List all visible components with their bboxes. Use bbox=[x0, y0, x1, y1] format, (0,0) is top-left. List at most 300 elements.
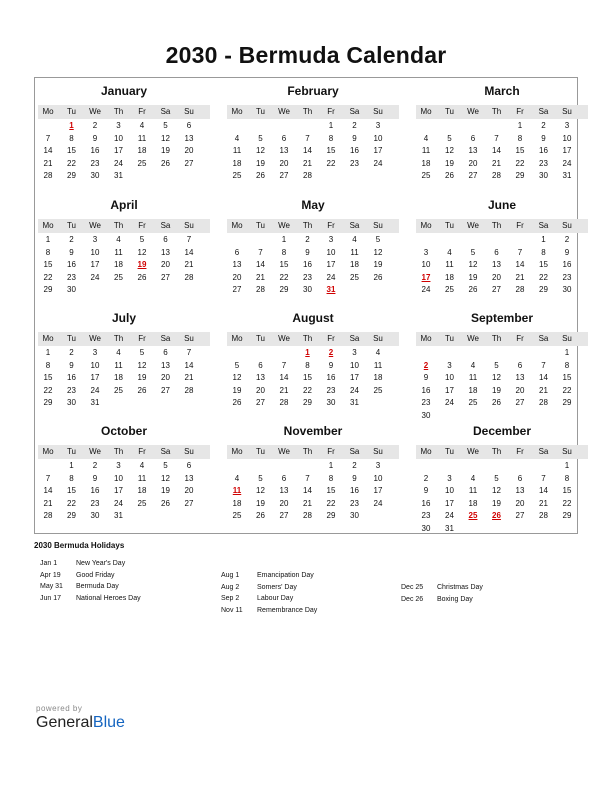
day-cell: 27 bbox=[492, 285, 501, 295]
month-name: December bbox=[472, 424, 532, 438]
day-cell: 9 bbox=[423, 486, 429, 496]
weekday-label: Su bbox=[373, 334, 383, 343]
day-cell: 3 bbox=[92, 348, 98, 357]
day-cell: 3 bbox=[564, 121, 570, 130]
day-cell: 4 bbox=[470, 360, 476, 370]
day-cell: 17 bbox=[562, 146, 572, 156]
day-cell: 5 bbox=[470, 247, 476, 257]
day-cell: 10 bbox=[114, 133, 123, 143]
day-cell: 12 bbox=[492, 486, 501, 496]
day-cell: 16 bbox=[350, 146, 359, 156]
day-cell: 30 bbox=[421, 411, 431, 420]
day-cell: 21 bbox=[184, 260, 194, 270]
day-cell: 30 bbox=[350, 511, 359, 521]
day-cell: 22 bbox=[326, 498, 336, 508]
weekday-header bbox=[416, 219, 588, 233]
day-cell: 7 bbox=[45, 473, 51, 483]
day-cell: 18 bbox=[114, 373, 123, 383]
day-cell: 13 bbox=[492, 260, 501, 270]
day-cell: 12 bbox=[445, 146, 454, 156]
day-cell: 24 bbox=[373, 158, 383, 168]
month-name: January bbox=[100, 84, 148, 98]
day-cell: 2 bbox=[69, 348, 74, 357]
day-cell: 19 bbox=[256, 158, 265, 168]
day-cell: 15 bbox=[43, 260, 53, 270]
day-cell: 16 bbox=[67, 260, 76, 270]
day-cell: 17 bbox=[114, 146, 123, 156]
month-name: April bbox=[110, 198, 138, 212]
day-cell: 1 bbox=[564, 461, 570, 470]
holiday-date: May 31 bbox=[40, 583, 63, 590]
weekday-label: Th bbox=[113, 107, 124, 116]
day-cell: 28 bbox=[539, 398, 548, 408]
day-cell: 9 bbox=[352, 473, 357, 483]
day-cell: 6 bbox=[163, 348, 168, 357]
day-cell: 24 bbox=[114, 498, 123, 508]
day-cell: 4 bbox=[234, 133, 240, 143]
day-cell: 26 bbox=[256, 511, 265, 521]
day-cell: 16 bbox=[421, 385, 431, 395]
page-title: 2030 - Bermuda Calendar bbox=[165, 42, 447, 68]
day-cell: 4 bbox=[375, 348, 381, 357]
weekday-label: Mo bbox=[420, 334, 432, 343]
day-cell: 3 bbox=[116, 461, 121, 470]
day-cell: 7 bbox=[305, 473, 310, 483]
day-cell: 1 bbox=[69, 461, 74, 470]
day-cell: 30 bbox=[539, 171, 548, 181]
day-cell: 6 bbox=[281, 473, 287, 483]
day-cell: 23 bbox=[326, 385, 336, 395]
weekday-header bbox=[416, 105, 588, 119]
day-cell: 7 bbox=[541, 360, 546, 370]
weekday-label: Sa bbox=[349, 334, 360, 343]
day-cell: 8 bbox=[517, 133, 523, 143]
day-cell: 2 bbox=[92, 121, 98, 130]
weekday-label: Mo bbox=[42, 447, 54, 456]
day-cell: 2 bbox=[352, 461, 357, 470]
weekday-label: Sa bbox=[160, 334, 171, 343]
day-cell: 11 bbox=[114, 360, 123, 370]
weekday-label: Su bbox=[373, 447, 383, 456]
day-cell: 20 bbox=[279, 498, 289, 508]
day-cell: 29 bbox=[43, 285, 53, 295]
day-cell: 30 bbox=[562, 285, 572, 295]
day-cell: 8 bbox=[45, 360, 51, 370]
month-name: May bbox=[301, 198, 325, 212]
day-cell: 4 bbox=[470, 473, 476, 483]
day-cell: 17 bbox=[445, 385, 454, 395]
day-cell: 4 bbox=[352, 235, 357, 244]
day-cell: 28 bbox=[279, 398, 289, 408]
weekday-header bbox=[38, 445, 210, 459]
holiday-name: National Heroes Day bbox=[76, 594, 141, 602]
day-cell: 6 bbox=[517, 473, 523, 483]
holiday-day: 2 bbox=[423, 360, 429, 370]
holiday-day: 17 bbox=[421, 272, 431, 282]
day-cell: 16 bbox=[562, 260, 572, 270]
day-cell: 29 bbox=[539, 285, 548, 295]
holiday-date: Jun 17 bbox=[40, 594, 62, 602]
day-cell: 5 bbox=[258, 133, 263, 143]
day-cell: 8 bbox=[45, 247, 51, 257]
weekday-label: Fr bbox=[327, 107, 335, 116]
weekday-label: Mo bbox=[42, 107, 54, 116]
day-cell: 2 bbox=[564, 235, 570, 244]
day-cell: 19 bbox=[492, 498, 501, 508]
weekday-label: We bbox=[467, 107, 479, 116]
day-cell: 21 bbox=[539, 498, 548, 508]
day-cell: 3 bbox=[447, 360, 452, 370]
day-cell: 1 bbox=[281, 235, 287, 244]
powered-by-text: powered by bbox=[36, 704, 83, 713]
day-cell: 9 bbox=[92, 473, 98, 483]
holiday-date: Apr 19 bbox=[40, 571, 61, 579]
month-name: March bbox=[484, 84, 520, 98]
day-cell: 19 bbox=[468, 272, 478, 282]
day-cell: 25 bbox=[350, 272, 359, 282]
weekday-label: Fr bbox=[138, 221, 146, 230]
day-cell: 26 bbox=[137, 385, 147, 395]
day-cell: 11 bbox=[114, 247, 123, 257]
day-cell: 18 bbox=[350, 260, 359, 270]
day-cell: 3 bbox=[92, 235, 98, 244]
day-cell: 1 bbox=[517, 121, 523, 130]
day-cell: 18 bbox=[114, 260, 123, 270]
day-cell: 11 bbox=[445, 260, 454, 270]
day-cell: 6 bbox=[470, 133, 476, 143]
day-cell: 19 bbox=[373, 260, 383, 270]
weekday-label: Sa bbox=[349, 107, 360, 116]
day-cell: 12 bbox=[256, 146, 265, 156]
holiday-day: 1 bbox=[305, 348, 310, 357]
holiday-date: Jan 1 bbox=[40, 560, 58, 567]
weekday-header bbox=[227, 105, 399, 119]
day-cell: 9 bbox=[352, 133, 357, 143]
weekday-label: Mo bbox=[42, 221, 54, 230]
day-cell: 20 bbox=[468, 158, 478, 168]
day-cell: 18 bbox=[468, 498, 478, 508]
day-cell: 10 bbox=[90, 247, 100, 257]
weekday-label: Mo bbox=[420, 447, 432, 456]
holiday-name: Remembrance Day bbox=[257, 606, 318, 614]
day-cell: 13 bbox=[184, 133, 194, 143]
day-cell: 22 bbox=[562, 385, 572, 395]
day-cell: 25 bbox=[468, 398, 478, 408]
day-cell: 9 bbox=[92, 133, 98, 143]
weekday-label: We bbox=[278, 221, 290, 230]
day-cell: 28 bbox=[303, 511, 312, 521]
weekday-label: Tu bbox=[444, 447, 455, 456]
day-cell: 4 bbox=[116, 235, 121, 244]
day-cell: 10 bbox=[373, 473, 383, 483]
day-cell: 5 bbox=[494, 360, 499, 370]
day-cell: 10 bbox=[373, 133, 383, 143]
day-cell: 6 bbox=[494, 247, 499, 257]
day-cell: 24 bbox=[445, 511, 454, 521]
day-cell: 8 bbox=[305, 360, 310, 370]
weekday-label: Th bbox=[302, 447, 313, 456]
day-cell: 18 bbox=[137, 486, 147, 496]
day-cell: 15 bbox=[326, 146, 336, 156]
weekday-label: Sa bbox=[538, 107, 549, 116]
day-cell: 1 bbox=[328, 121, 334, 130]
day-cell: 4 bbox=[139, 121, 145, 130]
month-name: February bbox=[287, 84, 339, 98]
day-cell: 24 bbox=[90, 272, 100, 282]
day-cell: 19 bbox=[445, 158, 454, 168]
weekday-label: Su bbox=[562, 447, 572, 456]
day-cell: 20 bbox=[492, 272, 501, 282]
day-cell: 4 bbox=[423, 133, 429, 143]
day-cell: 9 bbox=[564, 247, 570, 257]
day-cell: 13 bbox=[161, 360, 170, 370]
weekday-label: Tu bbox=[255, 334, 266, 343]
day-cell: 25 bbox=[232, 511, 242, 521]
day-cell: 2 bbox=[305, 235, 310, 244]
day-cell: 30 bbox=[67, 285, 76, 295]
day-cell: 14 bbox=[303, 146, 312, 156]
weekday-header bbox=[227, 332, 399, 346]
holiday-date: Dec 25 bbox=[401, 584, 424, 591]
day-cell: 22 bbox=[326, 158, 336, 168]
day-cell: 31 bbox=[445, 524, 454, 533]
weekday-label: We bbox=[278, 447, 290, 456]
day-cell: 12 bbox=[161, 133, 170, 143]
weekday-label: Tu bbox=[255, 107, 266, 116]
holidays-heading: 2030 Bermuda Holidays bbox=[34, 541, 125, 550]
day-cell: 23 bbox=[539, 158, 548, 168]
holiday-day: 25 bbox=[468, 511, 478, 521]
day-cell: 21 bbox=[303, 498, 312, 508]
holiday-day: 11 bbox=[232, 486, 242, 496]
day-cell: 13 bbox=[184, 473, 194, 483]
day-cell: 13 bbox=[232, 260, 242, 270]
day-cell: 3 bbox=[328, 235, 334, 244]
holiday-date: Aug 2 bbox=[221, 583, 240, 591]
day-cell: 25 bbox=[137, 498, 147, 508]
weekday-label: Su bbox=[184, 334, 194, 343]
day-cell: 21 bbox=[303, 158, 312, 168]
day-cell: 29 bbox=[43, 398, 53, 408]
day-cell: 26 bbox=[161, 158, 170, 168]
day-cell: 25 bbox=[137, 158, 147, 168]
day-cell: 22 bbox=[43, 272, 53, 282]
day-cell: 23 bbox=[350, 498, 359, 508]
day-cell: 17 bbox=[373, 146, 383, 156]
day-cell: 5 bbox=[163, 461, 168, 470]
day-cell: 14 bbox=[43, 146, 53, 156]
day-cell: 12 bbox=[137, 247, 147, 257]
weekday-label: We bbox=[278, 107, 290, 116]
day-cell: 7 bbox=[541, 473, 546, 483]
day-cell: 7 bbox=[45, 133, 51, 143]
day-cell: 17 bbox=[114, 486, 123, 496]
day-cell: 5 bbox=[447, 133, 452, 143]
day-cell: 18 bbox=[468, 385, 478, 395]
day-cell: 6 bbox=[517, 360, 523, 370]
day-cell: 20 bbox=[184, 146, 194, 156]
day-cell: 16 bbox=[67, 373, 76, 383]
day-cell: 25 bbox=[373, 385, 383, 395]
day-cell: 21 bbox=[539, 385, 548, 395]
weekday-label: Fr bbox=[138, 107, 146, 116]
weekday-header bbox=[38, 105, 210, 119]
day-cell: 22 bbox=[279, 272, 289, 282]
day-cell: 24 bbox=[350, 385, 359, 395]
weekday-label: Sa bbox=[538, 334, 549, 343]
weekday-label: Su bbox=[562, 334, 572, 343]
day-cell: 15 bbox=[303, 373, 312, 383]
holiday-name: Christmas Day bbox=[437, 584, 483, 591]
day-cell: 20 bbox=[256, 385, 265, 395]
day-cell: 28 bbox=[184, 385, 194, 395]
day-cell: 10 bbox=[326, 247, 336, 257]
weekday-label: Fr bbox=[138, 334, 146, 343]
day-cell: 24 bbox=[373, 498, 383, 508]
weekday-label: Fr bbox=[516, 334, 524, 343]
day-cell: 26 bbox=[256, 171, 265, 181]
day-cell: 14 bbox=[539, 486, 548, 496]
day-cell: 21 bbox=[256, 272, 265, 282]
day-cell: 28 bbox=[43, 171, 53, 181]
day-cell: 5 bbox=[375, 235, 381, 244]
weekday-label: We bbox=[89, 447, 101, 456]
day-cell: 16 bbox=[303, 260, 312, 270]
weekday-label: Fr bbox=[327, 221, 335, 230]
day-cell: 16 bbox=[90, 486, 100, 496]
weekday-label: Tu bbox=[255, 221, 266, 230]
day-cell: 12 bbox=[232, 373, 242, 383]
day-cell: 1 bbox=[564, 348, 570, 357]
day-cell: 17 bbox=[90, 373, 100, 383]
holiday-day: 2 bbox=[328, 348, 334, 357]
month-name: September bbox=[470, 311, 534, 325]
weekday-label: We bbox=[89, 334, 101, 343]
day-cell: 28 bbox=[256, 285, 265, 295]
day-cell: 15 bbox=[279, 260, 289, 270]
day-cell: 4 bbox=[139, 461, 145, 470]
day-cell: 23 bbox=[67, 385, 76, 395]
day-cell: 27 bbox=[184, 158, 194, 168]
day-cell: 18 bbox=[232, 158, 242, 168]
day-cell: 24 bbox=[326, 272, 336, 282]
day-cell: 27 bbox=[279, 171, 289, 181]
day-cell: 26 bbox=[232, 398, 242, 408]
day-cell: 29 bbox=[67, 171, 76, 181]
day-cell: 31 bbox=[350, 398, 359, 408]
day-cell: 2 bbox=[352, 121, 357, 130]
day-cell: 21 bbox=[184, 373, 194, 383]
day-cell: 6 bbox=[258, 360, 263, 370]
holiday-name: Bermuda Day bbox=[76, 583, 119, 590]
day-cell: 23 bbox=[421, 398, 431, 408]
weekday-label: Tu bbox=[66, 447, 77, 456]
holiday-name: New Year's Day bbox=[76, 560, 126, 567]
day-cell: 11 bbox=[232, 146, 242, 156]
day-cell: 22 bbox=[43, 385, 53, 395]
day-cell: 8 bbox=[328, 133, 334, 143]
holiday-day: 19 bbox=[137, 260, 147, 270]
weekday-label: Th bbox=[491, 221, 502, 230]
day-cell: 23 bbox=[562, 272, 572, 282]
day-cell: 15 bbox=[539, 260, 548, 270]
brand-name-general: General bbox=[36, 714, 93, 731]
day-cell: 22 bbox=[67, 498, 76, 508]
day-cell: 7 bbox=[258, 247, 263, 257]
day-cell: 4 bbox=[234, 473, 240, 483]
weekday-label: Mo bbox=[231, 334, 243, 343]
day-cell: 29 bbox=[303, 398, 312, 408]
holiday-day: 31 bbox=[326, 285, 336, 295]
day-cell: 22 bbox=[67, 158, 76, 168]
weekday-label: Mo bbox=[231, 447, 243, 456]
day-cell: 16 bbox=[326, 373, 336, 383]
weekday-label: Mo bbox=[42, 334, 54, 343]
weekday-label: Fr bbox=[327, 447, 335, 456]
day-cell: 10 bbox=[562, 133, 572, 143]
day-cell: 27 bbox=[161, 272, 170, 282]
day-cell: 23 bbox=[303, 272, 312, 282]
day-cell: 30 bbox=[421, 524, 431, 533]
day-cell: 13 bbox=[515, 373, 525, 383]
day-cell: 9 bbox=[305, 247, 310, 257]
day-cell: 19 bbox=[492, 385, 501, 395]
day-cell: 15 bbox=[562, 373, 572, 383]
day-cell: 27 bbox=[515, 511, 525, 521]
day-cell: 29 bbox=[67, 511, 76, 521]
brand-name-blue: Blue bbox=[92, 714, 125, 731]
day-cell: 8 bbox=[69, 473, 74, 483]
day-cell: 21 bbox=[515, 272, 525, 282]
day-cell: 2 bbox=[541, 121, 546, 130]
day-cell: 3 bbox=[352, 348, 357, 357]
day-cell: 9 bbox=[328, 360, 334, 370]
day-cell: 10 bbox=[114, 473, 123, 483]
day-cell: 1 bbox=[541, 235, 546, 244]
day-cell: 2 bbox=[423, 473, 429, 483]
day-cell: 12 bbox=[256, 486, 265, 496]
day-cell: 27 bbox=[184, 498, 194, 508]
weekday-label: Su bbox=[184, 447, 194, 456]
day-cell: 28 bbox=[303, 171, 312, 181]
weekday-label: We bbox=[89, 107, 101, 116]
day-cell: 26 bbox=[468, 285, 478, 295]
day-cell: 7 bbox=[186, 235, 192, 244]
weekday-header bbox=[227, 219, 399, 233]
day-cell: 26 bbox=[373, 272, 383, 282]
day-cell: 5 bbox=[494, 473, 499, 483]
holiday-name: Labour Day bbox=[257, 595, 294, 602]
day-cell: 28 bbox=[515, 285, 525, 295]
day-cell: 11 bbox=[137, 133, 147, 143]
day-cell: 30 bbox=[90, 171, 100, 181]
day-cell: 24 bbox=[90, 385, 100, 395]
day-cell: 5 bbox=[234, 360, 240, 370]
day-cell: 18 bbox=[421, 158, 431, 168]
day-cell: 22 bbox=[539, 272, 548, 282]
day-cell: 14 bbox=[303, 486, 312, 496]
day-cell: 26 bbox=[161, 498, 170, 508]
day-cell: 16 bbox=[350, 486, 359, 496]
day-cell: 9 bbox=[541, 133, 546, 143]
weekday-label: Tu bbox=[255, 447, 266, 456]
weekday-label: Sa bbox=[160, 107, 171, 116]
day-cell: 10 bbox=[421, 260, 431, 270]
day-cell: 27 bbox=[515, 398, 525, 408]
weekday-header bbox=[38, 332, 210, 346]
day-cell: 3 bbox=[375, 121, 381, 130]
day-cell: 21 bbox=[279, 385, 289, 395]
